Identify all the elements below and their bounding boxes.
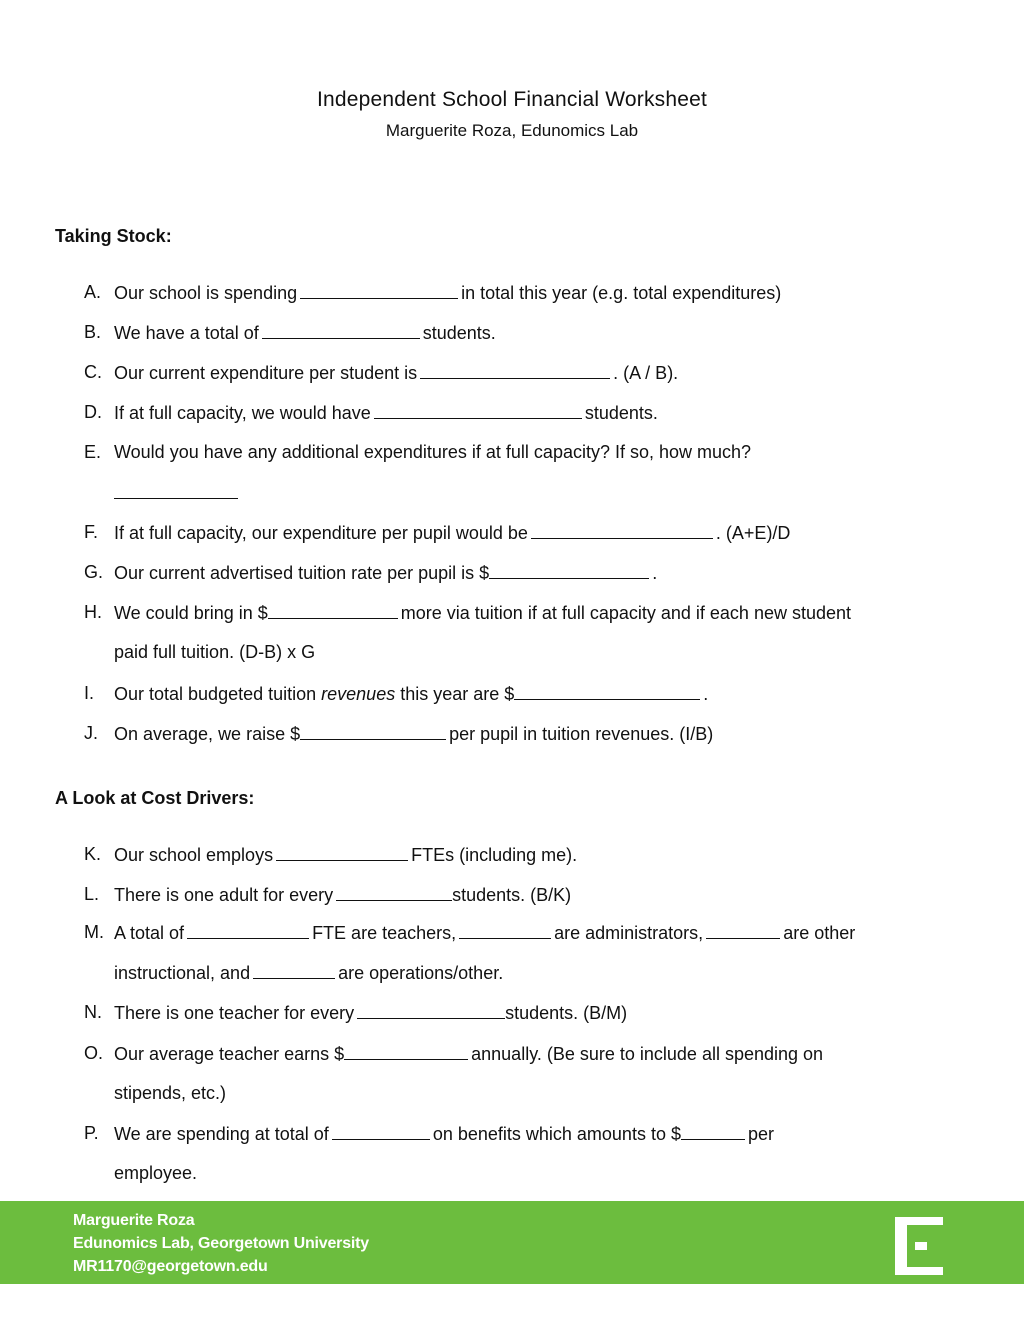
item-k-text-2: FTEs (including me). (411, 845, 578, 865)
blank-m-other[interactable] (706, 920, 780, 939)
blank-j[interactable] (300, 721, 446, 740)
item-m-text-4: are other (783, 923, 856, 943)
item-p-continued (114, 1161, 197, 1185)
page-title: Independent School Financial Worksheet (316, 88, 708, 111)
item-k (114, 842, 577, 867)
item-m-text-2: FTE are teachers, (312, 923, 457, 943)
blank-p-per-employee[interactable] (681, 1121, 745, 1140)
item-e-text-1: Would you have any additional expenditures if at full capacity? If so, how much? (114, 442, 752, 462)
item-b-text-1: We have a total of (114, 323, 259, 343)
item-n (114, 1000, 627, 1025)
item-o-text-2: annually. (Be sure to include all spending on (471, 1044, 824, 1064)
item-c (114, 360, 678, 385)
blank-k[interactable] (276, 842, 408, 861)
item-marker-h: H. (84, 602, 102, 622)
item-e-answer (114, 480, 241, 505)
item-b-text-2: students. (422, 323, 496, 343)
item-i-text-4: . (703, 684, 709, 704)
item-i-text-1: Our total budgeted tuition (114, 684, 317, 704)
item-m-text-3: are administrators, (554, 923, 704, 943)
blank-n[interactable] (357, 1000, 505, 1019)
item-m-continued (114, 960, 503, 985)
item-marker-c: C. (84, 362, 102, 382)
item-marker-m: M. (84, 922, 104, 942)
item-h-text-1: We could bring in $ (114, 603, 268, 623)
item-o (114, 1041, 823, 1066)
blank-h[interactable] (268, 600, 398, 619)
item-d-text-1: If at full capacity, we would have (114, 403, 371, 423)
item-g-text-1: Our current advertised tuition rate per pupil is $ (114, 563, 490, 583)
item-p-text-2: on benefits which amounts to $ (432, 1124, 681, 1144)
footer-bar (0, 1201, 1024, 1284)
item-o-continued (114, 1081, 226, 1105)
item-o-text-1: Our average teacher earns $ (114, 1044, 345, 1064)
item-a-text-1: Our school is spending (114, 283, 298, 303)
edunomics-logo-icon (893, 1215, 945, 1277)
blank-m-admins[interactable] (459, 920, 551, 939)
item-marker-b: B. (84, 322, 102, 342)
item-p (114, 1121, 774, 1146)
blank-b[interactable] (262, 320, 420, 339)
section-heading-cost-drivers: A Look at Cost Drivers: (55, 788, 255, 808)
item-l (114, 882, 571, 907)
item-m-text-5: instructional, and (114, 963, 251, 983)
item-i-italic: revenues (321, 684, 396, 704)
item-marker-f: F. (84, 522, 99, 542)
item-e (114, 440, 751, 464)
blank-p-total[interactable] (332, 1121, 430, 1140)
item-marker-g: G. (84, 562, 104, 582)
footer-email: MR1170@georgetown.edu (73, 1258, 268, 1275)
item-h-text-3: paid full tuition. (D-B) x G (114, 642, 316, 662)
item-a-text-2: in total this year (e.g. total expenditures) (461, 283, 782, 303)
item-j (114, 721, 713, 746)
item-m-text-6: are operations/other. (338, 963, 504, 983)
item-j-text-2: per pupil in tuition revenues. (I/B) (449, 724, 714, 744)
item-a (114, 280, 781, 305)
item-j-text-1: On average, we raise $ (114, 724, 301, 744)
item-k-text-1: Our school employs (114, 845, 274, 865)
blank-m-teachers[interactable] (187, 920, 309, 939)
blank-e[interactable] (114, 480, 238, 499)
blank-o[interactable] (344, 1041, 468, 1060)
item-p-text-4: employee. (114, 1163, 198, 1183)
item-p-text-1: We are spending at total of (114, 1124, 329, 1144)
item-p-text-3: per (747, 1124, 774, 1144)
blank-d[interactable] (374, 400, 582, 419)
item-marker-l: L. (84, 884, 100, 904)
item-h-text-2: more via tuition if at full capacity and if each new student (400, 603, 852, 623)
item-f-text-1: If at full capacity, our expenditure per pupil would be (114, 523, 528, 543)
item-m (114, 920, 855, 945)
item-g-text-2: . (652, 563, 658, 583)
section-heading-taking-stock: Taking Stock: (55, 226, 172, 246)
item-g (114, 560, 657, 585)
page-subtitle: Marguerite Roza, Edunomics Lab (385, 121, 639, 140)
item-n-text-1: There is one teacher for every (114, 1003, 355, 1023)
blank-l[interactable] (336, 882, 452, 901)
item-c-text-1: Our current expenditure per student is (114, 363, 418, 383)
item-d-text-2: students. (584, 403, 658, 423)
blank-c[interactable] (420, 360, 610, 379)
blank-i[interactable] (514, 681, 700, 700)
item-f (114, 520, 790, 545)
item-i (114, 681, 708, 706)
item-i-text-3: this year are $ (400, 684, 515, 704)
item-m-text-1: A total of (114, 923, 185, 943)
blank-a[interactable] (300, 280, 458, 299)
item-o-text-3: stipends, etc.) (114, 1083, 227, 1103)
item-l-text-2: students. (B/K) (452, 885, 572, 905)
item-b (114, 320, 496, 345)
item-marker-d: D. (84, 402, 102, 422)
item-marker-a: A. (84, 282, 102, 302)
blank-m-operations[interactable] (253, 960, 335, 979)
item-marker-n: N. (84, 1002, 102, 1022)
item-l-text-1: There is one adult for every (114, 885, 334, 905)
item-marker-o: O. (84, 1043, 104, 1063)
blank-f[interactable] (531, 520, 713, 539)
item-h (114, 600, 851, 625)
blank-g[interactable] (489, 560, 649, 579)
footer-org: Edunomics Lab, Georgetown University (73, 1235, 369, 1252)
item-marker-i: I. (84, 683, 95, 703)
item-n-text-2: students. (B/M) (505, 1003, 628, 1023)
item-marker-p: P. (84, 1123, 99, 1143)
item-marker-e: E. (84, 442, 102, 462)
item-f-text-2: . (A+E)/D (715, 523, 791, 543)
item-marker-j: J. (84, 723, 99, 743)
item-c-text-2: . (A / B). (613, 363, 679, 383)
item-d (114, 400, 658, 425)
item-h-continued (114, 640, 315, 664)
item-marker-k: K. (84, 844, 102, 864)
footer-name: Marguerite Roza (73, 1212, 195, 1229)
